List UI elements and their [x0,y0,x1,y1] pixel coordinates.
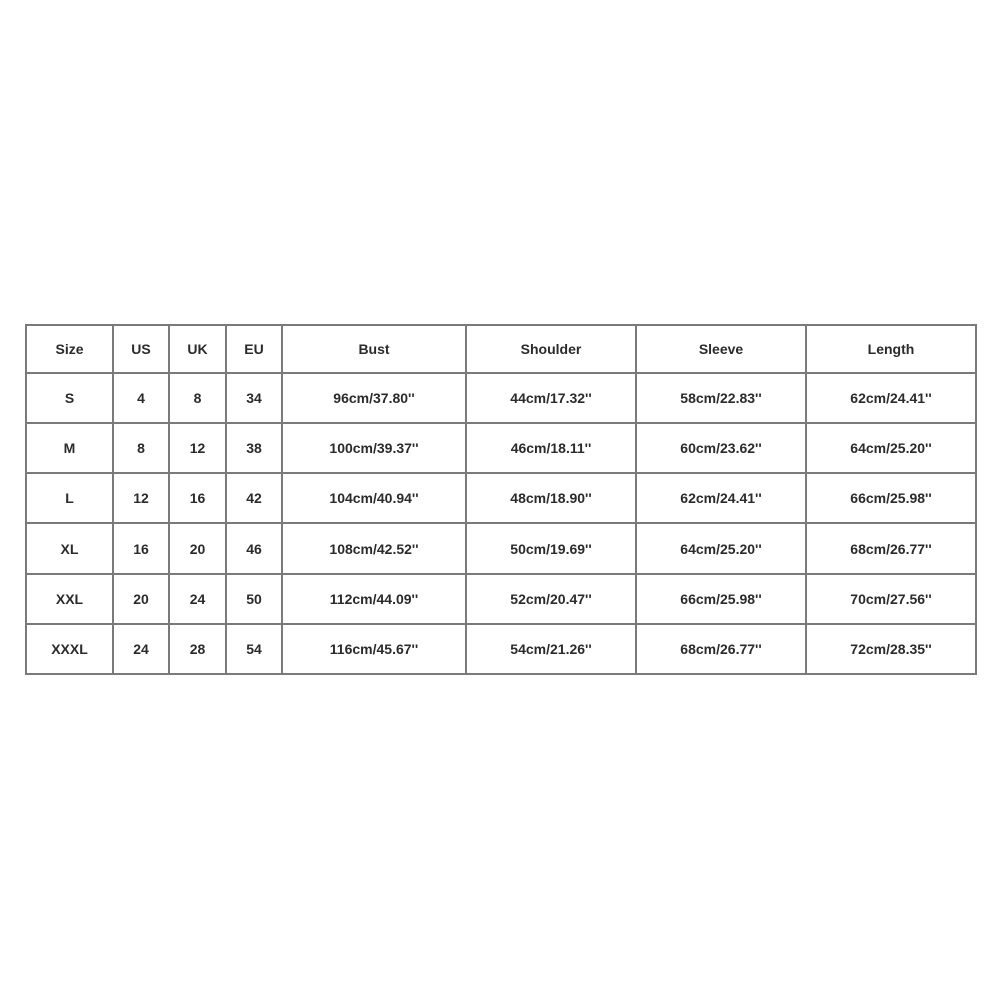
cell-us: 4 [113,373,169,423]
cell-shoulder: 52cm/20.47'' [466,574,636,624]
cell-shoulder: 48cm/18.90'' [466,473,636,523]
cell-uk: 28 [169,624,226,674]
table-row [26,423,976,473]
cell-sleeve: 62cm/24.41'' [636,473,806,523]
size-chart-body [26,373,976,674]
size-chart-table [25,324,977,675]
cell-eu: 50 [226,574,282,624]
cell-size: XL [26,523,113,573]
table-row [26,624,976,674]
cell-sleeve: 60cm/23.62'' [636,423,806,473]
cell-sleeve: 66cm/25.98'' [636,574,806,624]
header-shoulder: Shoulder [466,325,636,373]
cell-us: 24 [113,624,169,674]
header-size: Size [26,325,113,373]
cell-eu: 38 [226,423,282,473]
cell-us: 8 [113,423,169,473]
cell-size: XXL [26,574,113,624]
size-chart-header [26,325,976,373]
header-eu: EU [226,325,282,373]
cell-length: 64cm/25.20'' [806,423,976,473]
cell-size: XXXL [26,624,113,674]
table-row [26,473,976,523]
table-row [26,574,976,624]
cell-shoulder: 50cm/19.69'' [466,523,636,573]
header-uk: UK [169,325,226,373]
cell-uk: 24 [169,574,226,624]
cell-size: M [26,423,113,473]
cell-uk: 8 [169,373,226,423]
cell-bust: 108cm/42.52'' [282,523,466,573]
cell-eu: 54 [226,624,282,674]
cell-length: 72cm/28.35'' [806,624,976,674]
header-length: Length [806,325,976,373]
cell-length: 66cm/25.98'' [806,473,976,523]
header-sleeve: Sleeve [636,325,806,373]
cell-shoulder: 44cm/17.32'' [466,373,636,423]
header-row [26,325,976,373]
cell-eu: 46 [226,523,282,573]
cell-shoulder: 54cm/21.26'' [466,624,636,674]
table-row [26,373,976,423]
cell-us: 20 [113,574,169,624]
cell-shoulder: 46cm/18.11'' [466,423,636,473]
cell-size: S [26,373,113,423]
cell-sleeve: 64cm/25.20'' [636,523,806,573]
cell-bust: 112cm/44.09'' [282,574,466,624]
cell-uk: 16 [169,473,226,523]
cell-uk: 12 [169,423,226,473]
cell-length: 70cm/27.56'' [806,574,976,624]
header-us: US [113,325,169,373]
cell-size: L [26,473,113,523]
table-row [26,523,976,573]
cell-bust: 116cm/45.67'' [282,624,466,674]
cell-sleeve: 58cm/22.83'' [636,373,806,423]
cell-uk: 20 [169,523,226,573]
cell-length: 68cm/26.77'' [806,523,976,573]
cell-eu: 34 [226,373,282,423]
cell-us: 12 [113,473,169,523]
cell-bust: 96cm/37.80'' [282,373,466,423]
cell-eu: 42 [226,473,282,523]
cell-sleeve: 68cm/26.77'' [636,624,806,674]
cell-us: 16 [113,523,169,573]
cell-bust: 104cm/40.94'' [282,473,466,523]
cell-bust: 100cm/39.37'' [282,423,466,473]
header-bust: Bust [282,325,466,373]
cell-length: 62cm/24.41'' [806,373,976,423]
